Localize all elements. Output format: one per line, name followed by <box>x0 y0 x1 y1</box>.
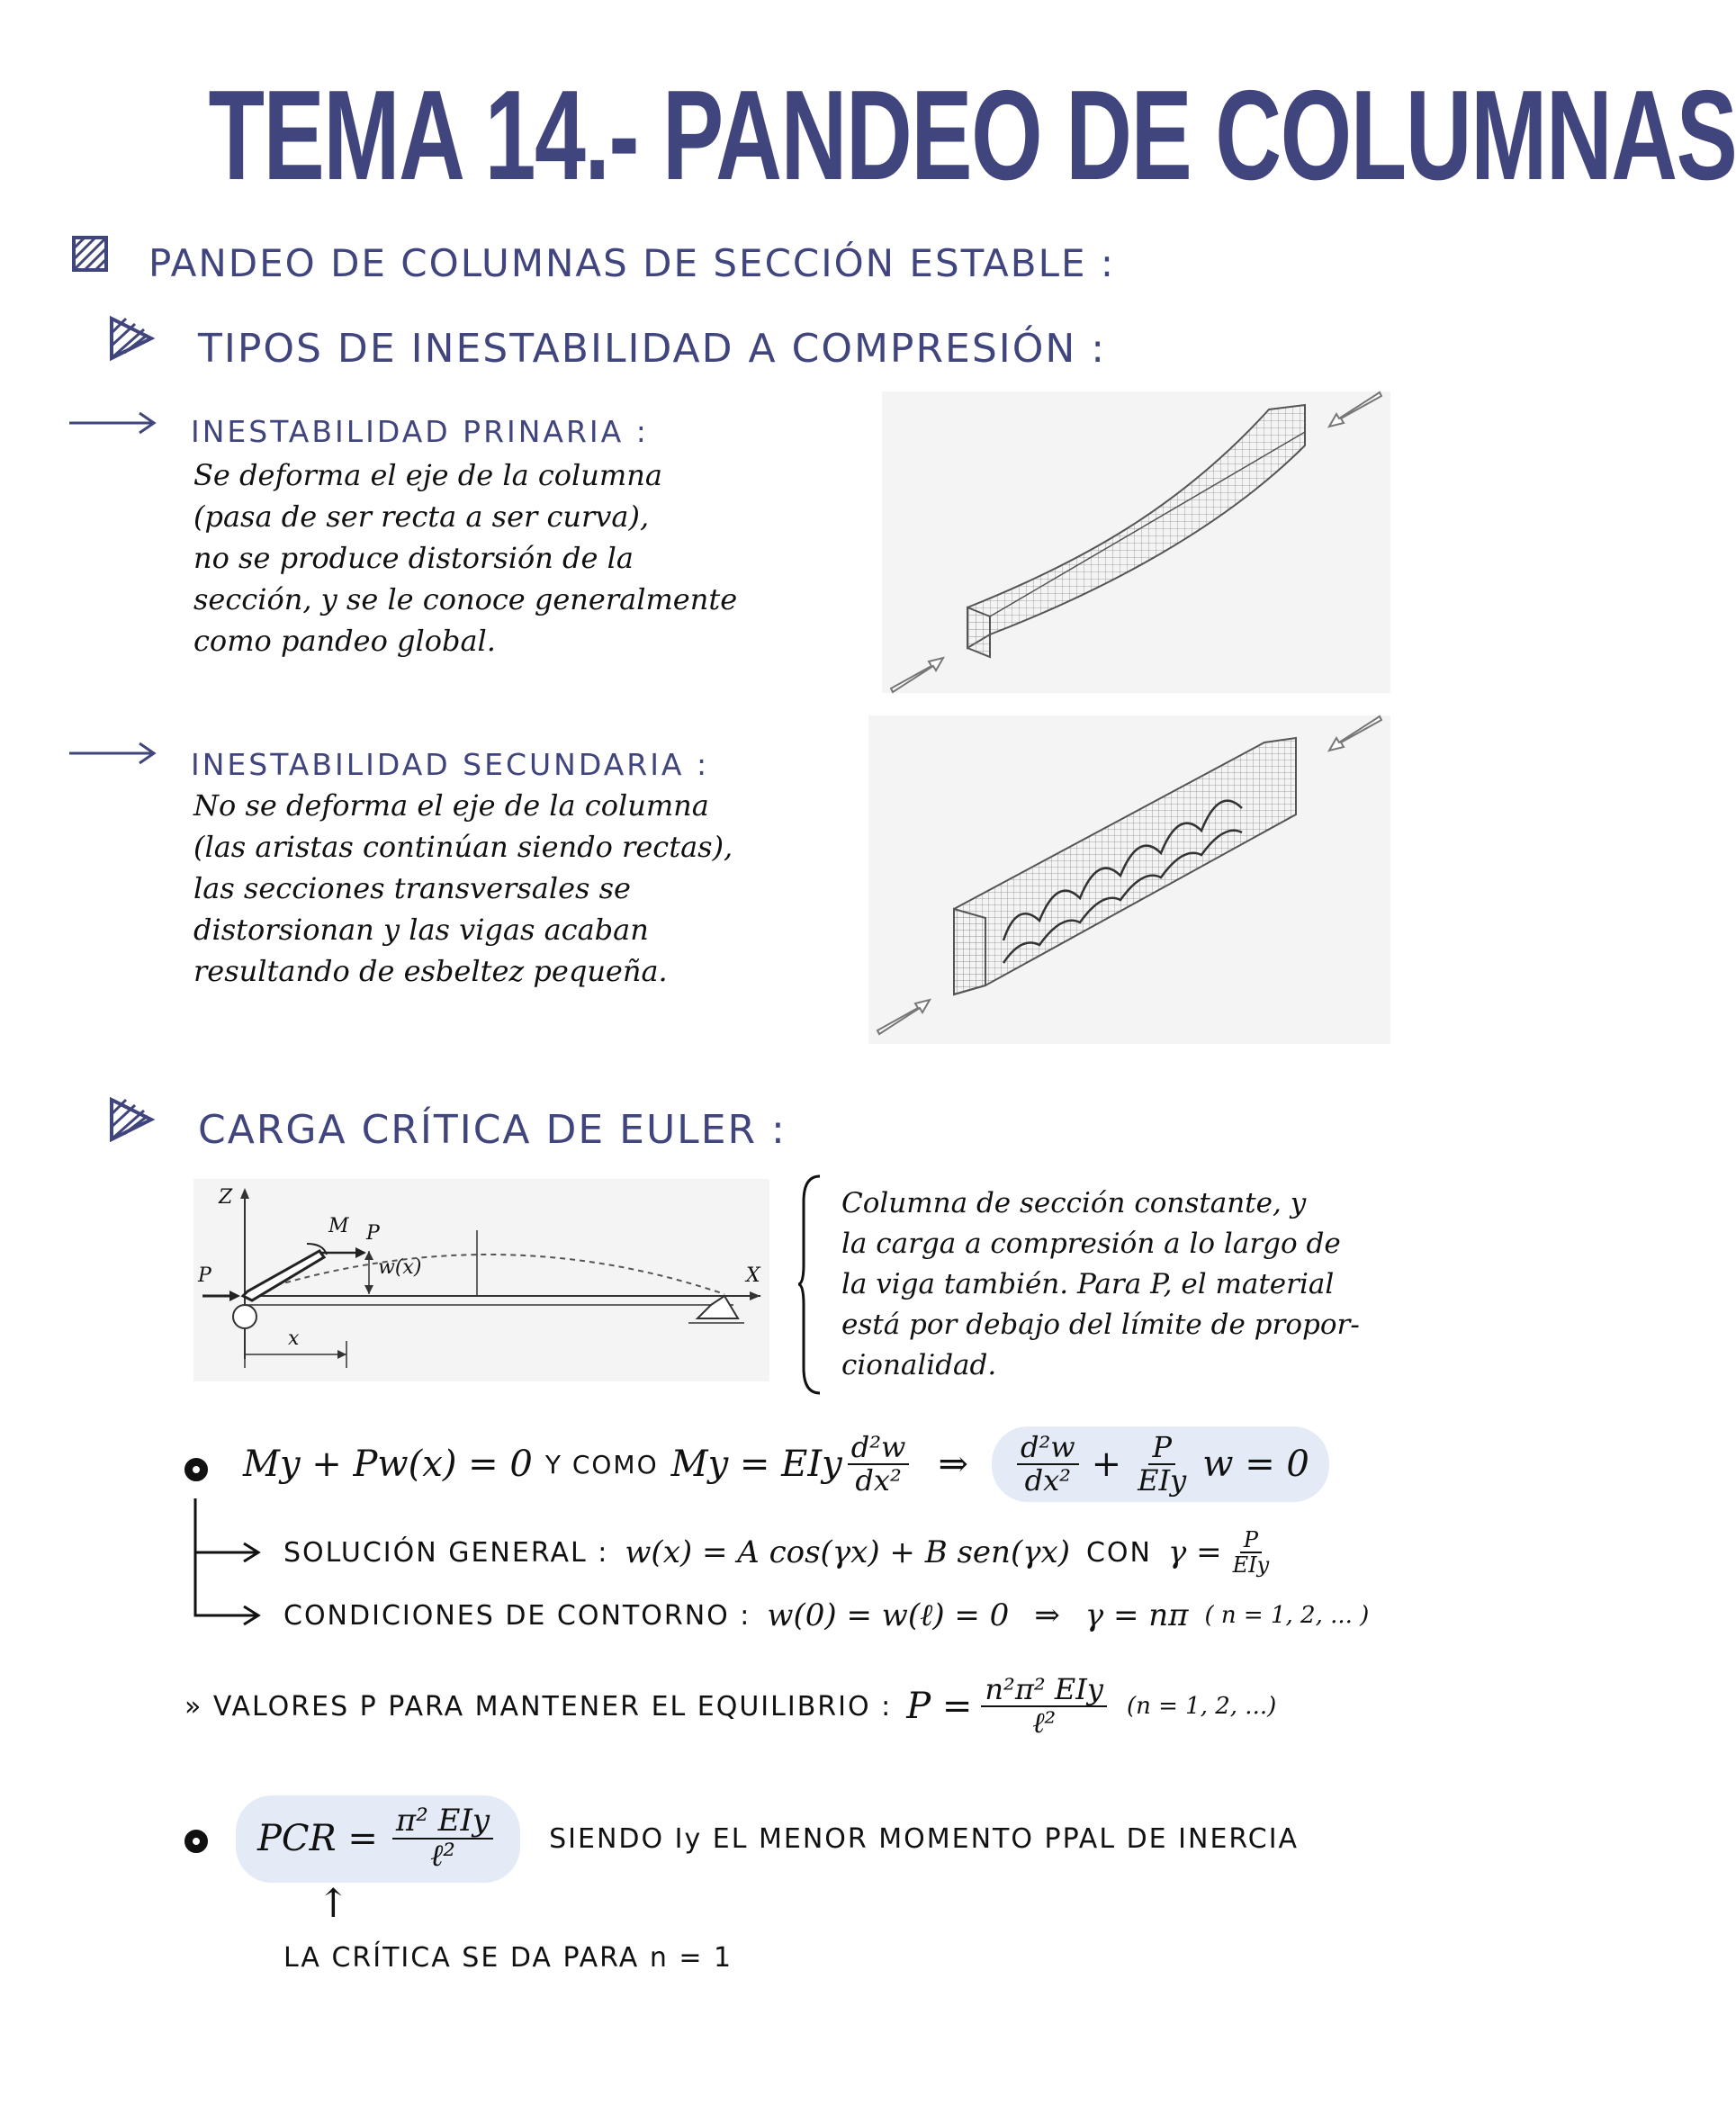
eq-tail: w = 0 <box>1202 1444 1309 1486</box>
text-primaria <box>193 454 737 661</box>
values-fraction <box>981 1674 1107 1739</box>
text-line: distorsionan y las vigas acaban <box>193 913 649 947</box>
force-p-left-label: P <box>198 1264 211 1287</box>
boundary-result: γ = nπ <box>1084 1597 1189 1633</box>
heading-primaria: INESTABILIDAD PRINARIA : <box>191 414 649 449</box>
subheading-tipos: TIPOS DE INESTABILIDAD A COMPRESIÓN : <box>198 326 1107 372</box>
arrow-up-icon: ↑ <box>317 1881 350 1927</box>
text-line: como pandeo global. <box>193 624 496 658</box>
euler-column-diagram <box>193 1179 769 1381</box>
note-euler <box>841 1183 1360 1386</box>
local-buckling-figure <box>868 715 1390 1044</box>
global-buckling-figure <box>882 391 1390 693</box>
triangle-bullet-icon <box>108 1096 155 1143</box>
branch-arrows-icon <box>184 1498 261 1633</box>
text-line: la viga también. Para P, el material <box>841 1268 1335 1300</box>
deflection-label: w(x) <box>378 1256 422 1279</box>
values-n: (n = 1, 2, ...) <box>1126 1693 1277 1721</box>
solution-line <box>283 1528 1278 1578</box>
triangle-bullet-icon <box>108 315 155 362</box>
text-line: resultando de esbeltez pequeña. <box>193 954 668 988</box>
boundary-line <box>283 1597 1369 1633</box>
eq-my: My = EIy <box>670 1444 842 1486</box>
frac-num: P <box>1148 1432 1175 1465</box>
plus-sign: + <box>1091 1444 1122 1486</box>
frac-den: EIy <box>1232 1552 1270 1579</box>
frac-num: π² EIy <box>392 1804 493 1840</box>
text-line: (las aristas continúan siendo rectas), <box>193 830 733 864</box>
moment-label: M <box>328 1215 349 1237</box>
highlighted-pcr <box>236 1795 520 1883</box>
gamma-fraction <box>1229 1528 1273 1578</box>
arrow-right-icon <box>67 740 157 767</box>
axis-z-label: Z <box>219 1186 233 1209</box>
values-label: » VALORES P PARA MANTENER EL EQUILIBRIO : <box>184 1690 893 1723</box>
text-secundaria <box>193 785 733 992</box>
frac-den: EIy <box>1138 1463 1187 1498</box>
frac-den: dx² <box>1024 1463 1071 1498</box>
text-line: la carga a compresión a lo largo de <box>841 1228 1341 1260</box>
gamma-label: γ = <box>1168 1534 1222 1571</box>
brace-icon <box>796 1174 823 1395</box>
solution-expr: w(x) = A cos(γx) + B sen(γx) <box>625 1534 1070 1571</box>
text-line: (pasa de ser recta a ser curva), <box>193 499 650 534</box>
frac-den: ℓ² <box>430 1838 455 1875</box>
pcr-text: SIENDO Iy EL MENOR MOMENTO PPAL DE INERCIA <box>549 1822 1300 1855</box>
text-line: está por debajo del límite de propor- <box>841 1309 1360 1341</box>
solution-label: SOLUCIÓN GENERAL : <box>283 1536 609 1569</box>
force-p-top-label: P <box>366 1222 380 1245</box>
distance-x-label: x <box>288 1327 300 1350</box>
eq-left: My + Pw(x) = 0 <box>243 1444 533 1486</box>
pcr-left: PCR = <box>257 1818 378 1860</box>
text-line: Columna de sección constante, y <box>841 1187 1307 1219</box>
solution-con: CON <box>1085 1536 1152 1569</box>
frac-num: d²w <box>1017 1432 1079 1465</box>
bullet-icon <box>184 1458 208 1481</box>
text-line: las secciones transversales se <box>193 871 631 905</box>
boundary-label: CONDICIONES DE CONTORNO : <box>283 1599 751 1632</box>
implies-icon: ⇒ <box>1034 1597 1060 1633</box>
page-title: TEMA 14.- PANDEO DE COLUMNAS <box>208 64 1736 207</box>
text-line: Se deforma el eje de la columna <box>193 458 662 492</box>
arrow-right-icon <box>67 409 157 436</box>
pcr-formula <box>236 1795 1299 1883</box>
pcr-fraction <box>392 1804 493 1874</box>
eq-fraction <box>1017 1432 1079 1497</box>
equation-equilibrium <box>243 1426 1329 1502</box>
pcr-note: LA CRÍTICA SE DA PARA n = 1 <box>283 1942 733 1974</box>
bullet-icon <box>184 1830 208 1853</box>
eq-fraction <box>848 1432 910 1497</box>
frac-den: ℓ² <box>1032 1705 1057 1741</box>
boundary-n: ( n = 1, 2, ... ) <box>1204 1602 1370 1629</box>
text-line: sección, y se le conoce generalmente <box>193 582 738 616</box>
frac-num: d²w <box>848 1432 910 1465</box>
section-heading: PANDEO DE COLUMNAS DE SECCIÓN ESTABLE : <box>148 241 1116 285</box>
hatched-square-icon <box>72 236 108 272</box>
highlighted-equation <box>992 1426 1329 1502</box>
eq-como: Y COMO <box>544 1449 659 1480</box>
frac-num: n²π² EIy <box>981 1674 1107 1707</box>
critical-values-line <box>184 1674 1276 1739</box>
frac-den: dx² <box>855 1463 902 1498</box>
subheading-euler: CARGA CRÍTICA DE EULER : <box>198 1107 787 1153</box>
text-line: cionalidad. <box>841 1349 997 1381</box>
eq-fraction <box>1134 1432 1190 1497</box>
boundary-expr: w(0) = w(ℓ) = 0 <box>767 1597 1010 1633</box>
values-p: P = <box>906 1686 973 1728</box>
axis-x-label: X <box>746 1264 760 1287</box>
text-line: No se deforma el eje de la columna <box>193 788 709 823</box>
implies-icon: ⇒ <box>938 1444 968 1486</box>
heading-secundaria: INESTABILIDAD SECUNDARIA : <box>191 747 710 782</box>
text-line: no se produce distorsión de la <box>193 541 634 575</box>
frac-num: P <box>1240 1528 1262 1553</box>
